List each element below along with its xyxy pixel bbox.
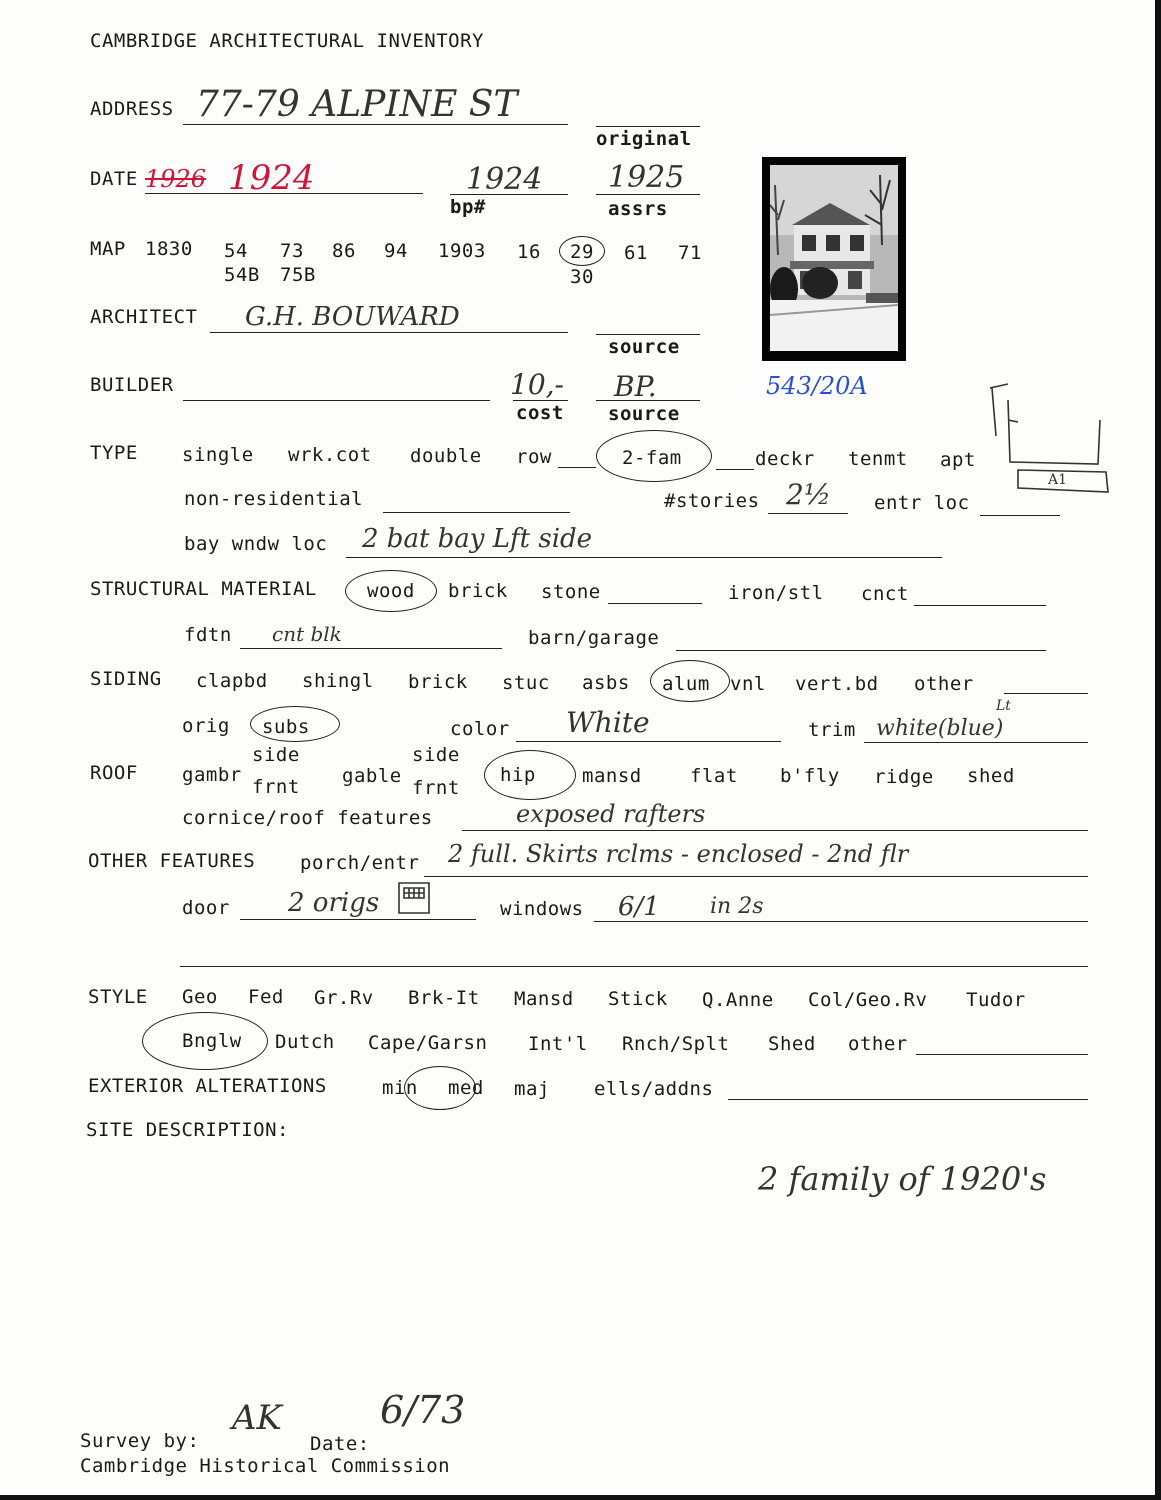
windows-label: windows	[500, 898, 584, 920]
survey-date-label: Date:	[310, 1433, 370, 1455]
style-qanne: Q.Anne	[702, 989, 774, 1011]
fdtn-line	[240, 648, 502, 649]
siding-shingl: shingl	[302, 670, 374, 692]
bay-line	[346, 557, 942, 558]
style-geo: Geo	[182, 986, 218, 1008]
ext-alt-min: min	[382, 1077, 418, 1099]
barn-label: barn/garage	[528, 627, 660, 649]
porch-value: 2 full. Skirts rclms - enclosed - 2nd flr	[448, 840, 909, 868]
roof-label: ROOF	[90, 762, 138, 784]
trim-note: Lt	[996, 698, 1011, 714]
siding-alum: alum	[662, 673, 710, 695]
style-colgeorv: Col/Geo.Rv	[808, 989, 928, 1011]
cost-value: 10,-	[510, 368, 564, 401]
sketch-label: A1	[1048, 472, 1068, 488]
extra-line	[180, 966, 1088, 967]
structural-wood-circle	[345, 570, 437, 612]
bay-value: 2 bat bay Lft side	[362, 524, 593, 554]
site-note: 2 family of 1920's	[758, 1160, 1047, 1198]
map-86: 86	[332, 240, 356, 262]
commission-name: Cambridge Historical Commission	[80, 1455, 451, 1477]
ext-alt-line	[728, 1099, 1088, 1100]
ext-alt-label: EXTERIOR ALTERATIONS	[88, 1075, 327, 1097]
bp-label: bp#	[450, 196, 486, 218]
date-struck: 1926	[145, 165, 207, 193]
type-label: TYPE	[90, 442, 138, 464]
type-wrkcot: wrk.cot	[288, 444, 372, 466]
date-value: 1924	[228, 158, 315, 198]
type-tenmt: tenmt	[848, 448, 908, 470]
map-75b: 75B	[280, 264, 316, 286]
style-bnglw: Bnglw	[182, 1030, 242, 1052]
map-29-circle	[559, 236, 605, 266]
map-61: 61	[624, 242, 648, 264]
trim-line	[864, 742, 1088, 743]
roof-mansd: mansd	[582, 765, 642, 787]
type-row: row	[516, 446, 552, 468]
deckr-line	[716, 469, 754, 470]
style-grrv: Gr.Rv	[314, 987, 374, 1009]
roof-ridge: ridge	[874, 766, 934, 788]
door-line	[240, 919, 476, 920]
photo-ref-value: 543/20A	[766, 372, 868, 400]
stories-line	[768, 513, 848, 514]
assrs-value: 1925	[608, 160, 685, 195]
map-54: 54	[224, 240, 248, 262]
original-rule	[596, 126, 700, 127]
orig-label: orig	[182, 715, 230, 737]
house-photo-drawing	[770, 165, 898, 351]
cornice-value: exposed rafters	[516, 800, 706, 828]
style-dutch: Dutch	[275, 1031, 335, 1053]
assrs-label: assrs	[608, 198, 668, 220]
map-54b: 54B	[224, 264, 260, 286]
door-value: 2 origs	[288, 888, 380, 918]
style-tudor: Tudor	[966, 989, 1026, 1011]
roof-frnt-1: frnt	[252, 776, 300, 798]
map-16: 16	[517, 241, 541, 263]
stories-value: 2½	[786, 478, 831, 511]
style-mansd: Mansd	[514, 988, 574, 1010]
bay-label: bay wndw loc	[184, 533, 328, 555]
map-29: 29	[570, 241, 594, 263]
other-features-label: OTHER FEATURES	[88, 850, 256, 872]
map-73: 73	[280, 240, 304, 262]
trim-label: trim	[808, 719, 856, 741]
roof-gambr: gambr	[182, 764, 242, 786]
map-30: 30	[570, 266, 594, 288]
architect-label: ARCHITECT	[90, 306, 198, 328]
orig-value: subs	[262, 716, 310, 738]
site-label: SITE DESCRIPTION:	[86, 1119, 289, 1141]
architect-value: G.H. BOUWARD	[245, 302, 460, 332]
form-title: CAMBRIDGE ARCHITECTURAL INVENTORY	[90, 30, 484, 52]
stories-label: #stories	[664, 490, 760, 512]
type-apt: apt	[940, 449, 976, 471]
ext-alt-med: med	[448, 1077, 484, 1099]
siding-vertbd: vert.bd	[795, 673, 879, 695]
door-label: door	[182, 897, 230, 919]
roof-shed: shed	[967, 765, 1015, 787]
map-label: MAP	[90, 238, 126, 260]
roof-frnt-2: frnt	[412, 777, 460, 799]
roof-bfly: b'fly	[780, 765, 840, 787]
style-bnglw-circle	[142, 1012, 268, 1070]
siding-asbs: asbs	[582, 672, 630, 694]
siding-other: other	[914, 673, 974, 695]
style-shed: Shed	[768, 1033, 816, 1055]
ext-alt-maj: maj	[514, 1078, 550, 1100]
windows-value: 6/1	[618, 892, 660, 922]
map-94: 94	[384, 240, 408, 262]
type-deckr: deckr	[755, 448, 815, 470]
porch-line	[424, 876, 1088, 877]
builder-label: BUILDER	[90, 374, 174, 396]
siding-label: SIDING	[90, 668, 162, 690]
roof-hip-circle	[484, 750, 576, 800]
style-rnchsplt: Rnch/Splt	[622, 1033, 730, 1055]
footprint-sketch	[988, 380, 1118, 500]
nonres-line	[383, 512, 570, 513]
style-stick: Stick	[608, 988, 668, 1010]
cornice-label: cornice/roof features	[182, 807, 433, 829]
structural-stone: stone	[541, 581, 601, 603]
style-label: STYLE	[88, 986, 148, 1008]
scan-edge-bottom	[0, 1495, 1161, 1500]
entr-loc-label: entr loc	[874, 492, 970, 514]
door-sketch-icon	[396, 880, 432, 916]
fdtn-label: fdtn	[184, 624, 232, 646]
cornice-line	[462, 830, 1088, 831]
siding-other-line	[1004, 693, 1088, 694]
type-double: double	[410, 445, 482, 467]
architect-source-label: source	[608, 336, 680, 358]
siding-alum-circle	[650, 660, 730, 702]
cost-label: cost	[516, 402, 564, 424]
address-value: 77-79 ALPINE ST	[196, 84, 518, 125]
bp-value: 1924	[466, 162, 543, 197]
architect-line	[210, 332, 568, 333]
structural-label: STRUCTURAL MATERIAL	[90, 578, 317, 600]
structural-wood: wood	[367, 580, 415, 602]
style-other-line	[916, 1054, 1088, 1055]
porch-label: porch/entr	[300, 852, 420, 874]
style-fed: Fed	[248, 986, 284, 1008]
type-2fam-circle	[596, 430, 712, 482]
barn-line	[676, 650, 1046, 651]
structural-iron: iron/stl	[728, 582, 824, 604]
scan-edge-right	[1155, 0, 1161, 1500]
type-2fam: 2-fam	[622, 447, 682, 469]
row-line	[558, 467, 596, 468]
style-brkit: Brk-It	[408, 987, 480, 1009]
original-label: original	[596, 128, 692, 150]
orig-circle	[250, 706, 340, 742]
builder-line	[183, 400, 490, 401]
survey-by-label: Survey by:	[80, 1430, 200, 1452]
color-line	[516, 741, 781, 742]
trim-value: white(blue)	[876, 716, 1004, 741]
map-1903: 1903	[438, 240, 486, 262]
house-photo	[762, 157, 906, 361]
survey-by-value: AK	[232, 1398, 282, 1438]
architect-source-line	[596, 334, 700, 335]
style-capegarsn: Cape/Garsn	[368, 1032, 488, 1054]
address-label: ADDRESS	[90, 98, 174, 120]
style-intl: Int'l	[528, 1033, 588, 1055]
roof-side-1: side	[252, 744, 300, 766]
builder-source-value: BP.	[614, 370, 657, 403]
roof-side-2: side	[412, 744, 460, 766]
map-1830: 1830	[145, 238, 193, 260]
roof-flat: flat	[690, 765, 738, 787]
date-label: DATE	[90, 168, 138, 190]
structural-cnct: cnct	[861, 583, 909, 605]
entr-loc-line	[980, 515, 1060, 516]
windows-line	[594, 921, 1088, 922]
siding-vnl: vnl	[730, 673, 766, 695]
siding-brick: brick	[408, 671, 468, 693]
ext-alt-ells: ells/addns	[594, 1078, 714, 1100]
roof-gable: gable	[342, 765, 402, 787]
siding-clapbd: clapbd	[196, 670, 268, 692]
windows-note: in 2s	[710, 894, 764, 919]
map-71: 71	[678, 242, 702, 264]
builder-source-label: source	[608, 403, 680, 425]
type-single: single	[182, 444, 254, 466]
siding-stuc: stuc	[502, 672, 550, 694]
stone-line	[608, 603, 702, 604]
survey-date-value: 6/73	[380, 1388, 466, 1432]
structural-brick: brick	[448, 580, 508, 602]
cnct-line	[914, 605, 1046, 606]
fdtn-value: cnt blk	[272, 622, 342, 646]
style-other: other	[848, 1033, 908, 1055]
ext-alt-circle	[404, 1066, 476, 1110]
roof-hip: hip	[500, 764, 536, 786]
nonres-label: non-residential	[184, 488, 364, 510]
color-label: color	[450, 718, 510, 740]
color-value: White	[566, 706, 650, 739]
